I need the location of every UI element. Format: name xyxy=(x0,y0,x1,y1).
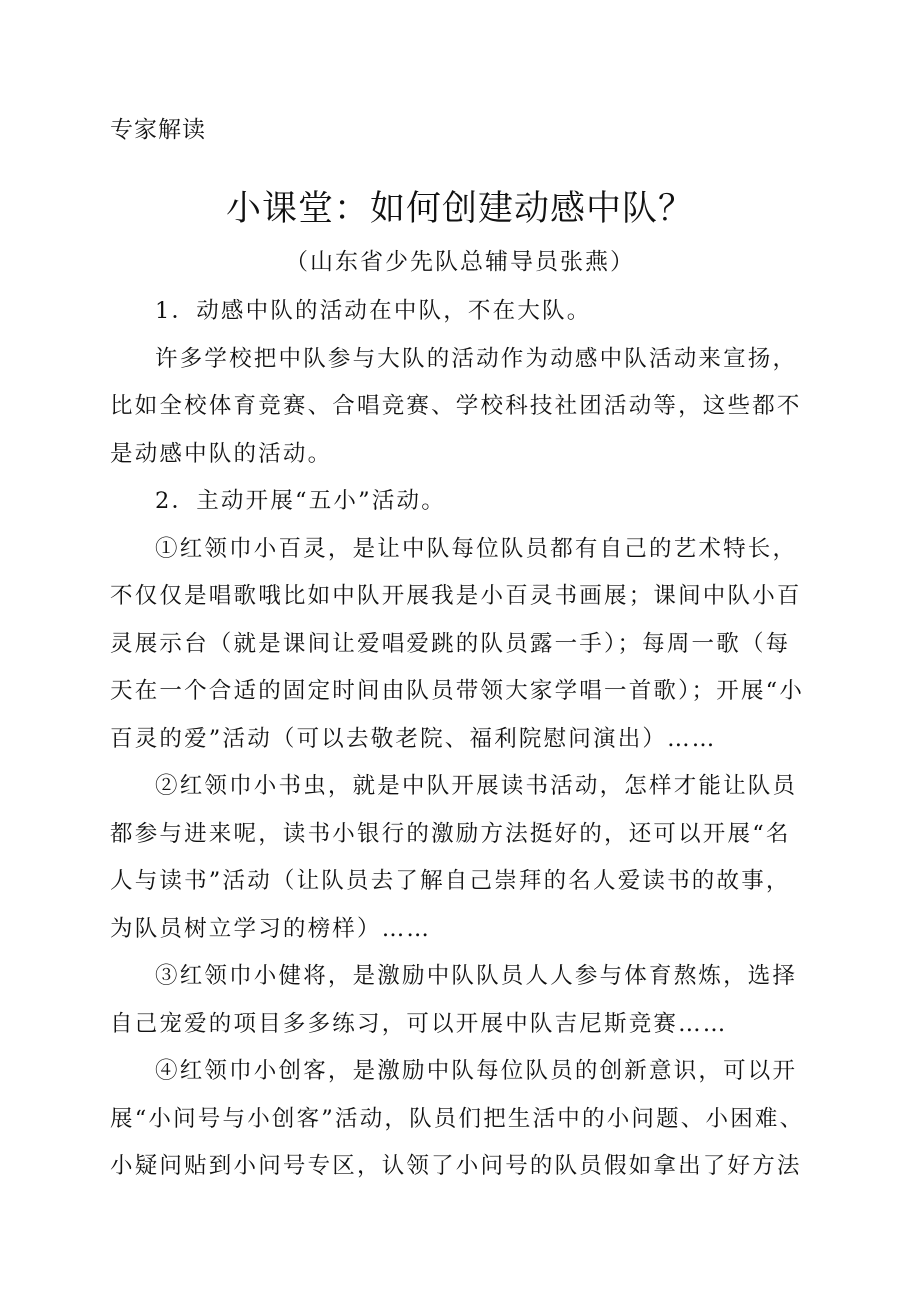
body-paragraph: ②红领巾小书虫，就是中队开展读书活动，怎样才能让队员都参与进来呢，读书小银行的激励方法挺好的，还可以开展“名人与读书”活动（让队员去了解自己崇拜的名人爱读书的故事，为队员树立学习的榜样）…… xyxy=(110,773,798,942)
category-label: 专家解读 xyxy=(110,117,206,143)
body-paragraph: 2．主动开展“五小”活动。 xyxy=(155,488,446,514)
body-paragraph: ④红领巾小创客，是激励中队每位队员的创新意识，可以开展“小问号与小创客”活动，队员们把生活中的小问题、小困难、小疑问贴到小问号专区，认领了小问号的队员假如拿出了好方法 xyxy=(110,1058,805,1179)
body-paragraph: 许多学校把中队参与大队的活动作为动感中队活动来宣扬，比如全校体育竞赛、合唱竞赛、学校科技社团活动等，这些都不是动感中队的活动。 xyxy=(110,345,802,467)
body-paragraph: ③红领巾小健将，是激励中队队员人人参与体育熬炼，选择自己宠爱的项目多多练习，可以开展中队吉尼斯竞赛…… xyxy=(110,963,798,1037)
body-paragraph: 1．动感中队的活动在中队，不在大队。 xyxy=(155,298,592,324)
article-author: （山东省少先队总辅导员张燕） xyxy=(285,249,635,275)
article-title: 小课堂：如何创建动感中队？ xyxy=(225,189,694,229)
article-body xyxy=(110,288,810,1191)
body-paragraph: ①红领巾小百灵，是让中队每位队员都有自己的艺术特长，不仅仅是唱歌哦比如中队开展我是小百灵书画展；课间中队小百灵展示台（就是课间让爱唱爱跳的队员露一手）；每周一歌（每天在一个合适的固定时间由队员带领大家学唱一首歌）；开展“小百灵的爱”活动（可以去敬老院、福利院慰问演出）…… xyxy=(110,535,805,752)
